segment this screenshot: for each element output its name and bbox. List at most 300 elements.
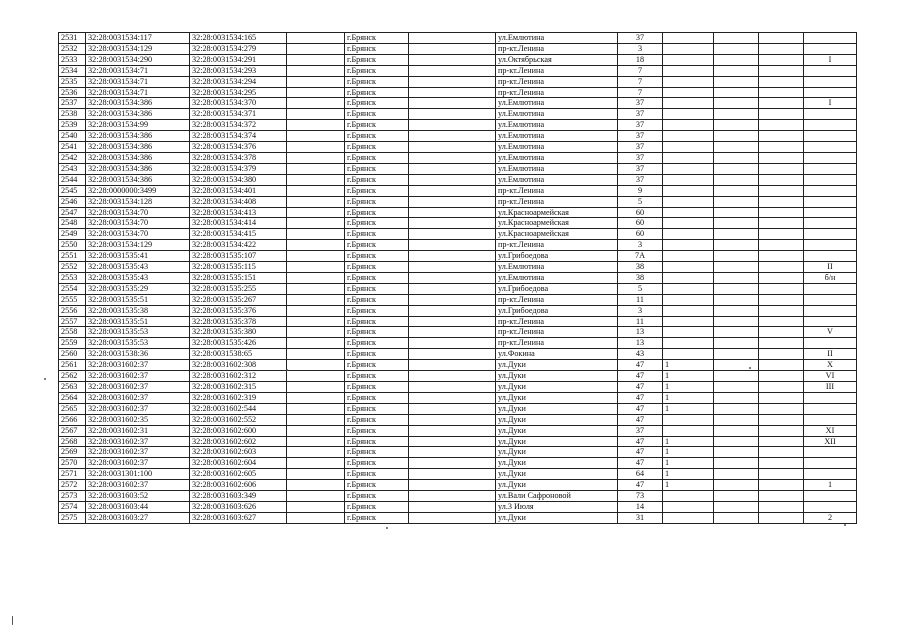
cell-empty [287,480,345,491]
cell-room: 1 [804,480,857,491]
cell-empty [287,272,345,283]
cell-cadastral-parent: 32:28:0031602:37 [86,360,190,371]
cell-empty [714,251,759,262]
cell-empty [409,229,496,240]
cell-city: г.Брянск [345,436,409,447]
cell-building [663,240,714,251]
cell-room: X [804,360,857,371]
cell-cadastral-number: 32:28:0031534:408 [190,196,287,207]
cell-street: ул.Емлютина [496,152,618,163]
cell-empty [409,240,496,251]
cell-empty [714,512,759,523]
cell-empty [409,305,496,316]
cell-cadastral-parent: 32:28:0031602:37 [86,403,190,414]
cell-empty [287,458,345,469]
cell-empty [714,76,759,87]
cell-empty [287,436,345,447]
cell-building: 1 [663,480,714,491]
cell-empty [759,294,804,305]
scan-mark [12,616,13,625]
cell-building [663,152,714,163]
cell-room [804,294,857,305]
cell-empty [287,185,345,196]
cell-empty [287,262,345,273]
cell-empty [714,403,759,414]
cell-empty [714,272,759,283]
cell-city: г.Брянск [345,251,409,262]
cell-cadastral-number: 32:28:0031534:401 [190,185,287,196]
cell-empty [409,54,496,65]
table-row [59,425,857,436]
cell-cadastral-number: 32:28:0031534:414 [190,218,287,229]
cell-cadastral-parent: 32:28:0031603:44 [86,501,190,512]
cell-city: г.Брянск [345,512,409,523]
cell-room [804,65,857,76]
cell-empty [409,98,496,109]
cell-cadastral-number: 32:28:0031534:371 [190,109,287,120]
cell-empty [287,33,345,44]
cell-city: г.Брянск [345,403,409,414]
cell-empty [287,43,345,54]
cell-number: 2549 [59,229,86,240]
cell-street: ул.Дуки [496,480,618,491]
cell-city: г.Брянск [345,65,409,76]
cell-empty [409,349,496,360]
register-table [58,32,857,524]
cell-cadastral-number: 32:28:0031534:294 [190,76,287,87]
cell-house: 3 [618,305,663,316]
cell-city: г.Брянск [345,163,409,174]
cell-number: 2555 [59,294,86,305]
cell-room [804,316,857,327]
cell-cadastral-number: 32:28:0031602:319 [190,392,287,403]
cell-empty [409,131,496,142]
cell-cadastral-parent: 32:28:0031535:29 [86,283,190,294]
cell-empty [759,54,804,65]
table-row [59,207,857,218]
cell-cadastral-number: 32:28:0031603:626 [190,501,287,512]
table-row [59,229,857,240]
cell-empty [287,512,345,523]
cell-empty [714,43,759,54]
cell-empty [409,382,496,393]
cell-empty [714,425,759,436]
cell-empty [759,262,804,273]
cell-empty [287,251,345,262]
cell-cadastral-parent: 32:28:0031538:36 [86,349,190,360]
cell-room [804,403,857,414]
cell-empty [287,294,345,305]
cell-empty [714,54,759,65]
cell-empty [409,436,496,447]
cell-street: ул.Емлютина [496,109,618,120]
cell-house: 47 [618,480,663,491]
cell-house: 13 [618,338,663,349]
cell-city: г.Брянск [345,371,409,382]
cell-cadastral-number: 32:28:0031535:378 [190,316,287,327]
cell-cadastral-number: 32:28:0031602:602 [190,436,287,447]
cell-empty [409,262,496,273]
table-row [59,43,857,54]
cell-number: 2547 [59,207,86,218]
cell-house: 47 [618,447,663,458]
cell-number: 2533 [59,54,86,65]
cell-street: ул.Емлютина [496,131,618,142]
cell-city: г.Брянск [345,142,409,153]
scan-speck [44,378,46,380]
cell-empty [287,98,345,109]
cell-number: 2548 [59,218,86,229]
table-row [59,262,857,273]
cell-street: пр-кт.Ленина [496,327,618,338]
cell-room [804,76,857,87]
cell-city: г.Брянск [345,491,409,502]
cell-cadastral-parent: 32:28:0031534:129 [86,240,190,251]
table-row [59,436,857,447]
cell-empty [409,501,496,512]
cell-house: 37 [618,142,663,153]
cell-empty [759,87,804,98]
cell-number: 2535 [59,76,86,87]
cell-room [804,458,857,469]
table-row [59,152,857,163]
cell-number: 2558 [59,327,86,338]
cell-empty [287,501,345,512]
cell-empty [714,349,759,360]
cell-room [804,491,857,502]
table-row [59,458,857,469]
cell-city: г.Брянск [345,98,409,109]
cell-empty [759,316,804,327]
cell-cadastral-parent: 32:28:0031534:386 [86,109,190,120]
cell-empty [714,360,759,371]
cell-building [663,120,714,131]
cell-cadastral-parent: 32:28:0031535:41 [86,251,190,262]
cell-house: 37 [618,174,663,185]
cell-empty [759,414,804,425]
cell-cadastral-parent: 32:28:0031603:52 [86,491,190,502]
cell-city: г.Брянск [345,447,409,458]
cell-street: пр-кт.Ленина [496,65,618,76]
cell-cadastral-parent: 32:28:0031602:37 [86,382,190,393]
cell-city: г.Брянск [345,87,409,98]
cell-house: 47 [618,436,663,447]
cell-building [663,43,714,54]
cell-house: 3 [618,240,663,251]
cell-empty [714,371,759,382]
cell-room: I [804,98,857,109]
cell-city: г.Брянск [345,229,409,240]
table-row [59,501,857,512]
cell-building [663,251,714,262]
cell-empty [714,458,759,469]
cell-room [804,174,857,185]
cell-building [663,109,714,120]
cell-number: 2575 [59,512,86,523]
cell-cadastral-number: 32:28:0031603:627 [190,512,287,523]
cell-empty [759,152,804,163]
cell-building [663,294,714,305]
cell-house: 11 [618,294,663,305]
cell-cadastral-number: 32:28:0031534:165 [190,33,287,44]
cell-room [804,414,857,425]
cell-empty [759,120,804,131]
cell-building [663,414,714,425]
cell-empty [759,501,804,512]
cell-cadastral-parent: 32:28:0031534:290 [86,54,190,65]
cell-room [804,447,857,458]
cell-room [804,283,857,294]
cell-empty [714,436,759,447]
cell-cadastral-number: 32:28:0031534:372 [190,120,287,131]
cell-house: 47 [618,382,663,393]
cell-building [663,316,714,327]
table-row [59,76,857,87]
cell-cadastral-parent: 32:28:0031301:100 [86,469,190,480]
cell-house: 13 [618,327,663,338]
cell-cadastral-number: 32:28:0031535:255 [190,283,287,294]
cell-empty [409,120,496,131]
cell-cadastral-number: 32:28:0031535:115 [190,262,287,273]
cell-cadastral-parent: 32:28:0031534:128 [86,196,190,207]
scan-speck [844,524,846,526]
cell-empty [759,512,804,523]
cell-house: 47 [618,371,663,382]
cell-empty [409,327,496,338]
cell-empty [759,480,804,491]
cell-street: ул.Дуки [496,425,618,436]
cell-cadastral-parent: 32:28:0031534:386 [86,131,190,142]
cell-number: 2573 [59,491,86,502]
cell-empty [409,403,496,414]
cell-empty [287,305,345,316]
cell-building: 1 [663,458,714,469]
cell-empty [714,338,759,349]
cell-cadastral-parent: 32:28:0031534:70 [86,218,190,229]
cell-street: пр-кт.Ленина [496,43,618,54]
cell-room [804,163,857,174]
cell-city: г.Брянск [345,283,409,294]
cell-house: 7 [618,87,663,98]
cell-cadastral-parent: 32:28:0031534:386 [86,152,190,163]
cell-cadastral-number: 32:28:0031602:544 [190,403,287,414]
cell-street: ул.Дуки [496,371,618,382]
scan-speck [517,369,519,371]
cell-empty [714,447,759,458]
cell-house: 37 [618,131,663,142]
cell-empty [714,163,759,174]
cell-city: г.Брянск [345,76,409,87]
cell-cadastral-number: 32:28:0031534:279 [190,43,287,54]
cell-number: 2570 [59,458,86,469]
cell-empty [287,283,345,294]
cell-empty [287,196,345,207]
cell-house: 7А [618,251,663,262]
table-row [59,447,857,458]
cell-empty [409,371,496,382]
cell-street: ул.Дуки [496,469,618,480]
cell-house: 9 [618,185,663,196]
cell-cadastral-parent: 32:28:0031602:37 [86,371,190,382]
table-row [59,316,857,327]
table-row [59,491,857,502]
table-row [59,283,857,294]
cell-building [663,338,714,349]
cell-empty [287,218,345,229]
cell-empty [409,65,496,76]
cell-empty [714,207,759,218]
cell-street: ул.Октябрьская [496,54,618,65]
cell-room [804,33,857,44]
cell-number: 2564 [59,392,86,403]
cell-city: г.Брянск [345,305,409,316]
cell-empty [714,185,759,196]
cell-cadastral-number: 32:28:0031535:380 [190,327,287,338]
cell-empty [409,480,496,491]
cell-empty [759,98,804,109]
cell-number: 2536 [59,87,86,98]
cell-street: ул.Дуки [496,512,618,523]
cell-house: 7 [618,76,663,87]
cell-street: пр-кт.Ленина [496,185,618,196]
cell-house: 37 [618,425,663,436]
cell-city: г.Брянск [345,382,409,393]
cell-city: г.Брянск [345,360,409,371]
cell-street: ул.Фокина [496,349,618,360]
cell-street: пр-кт.Ленина [496,294,618,305]
table-row [59,480,857,491]
cell-empty [759,109,804,120]
cell-number: 2541 [59,142,86,153]
cell-cadastral-number: 32:28:0031602:606 [190,480,287,491]
cell-empty [714,87,759,98]
table-row [59,65,857,76]
cell-building [663,512,714,523]
cell-empty [409,447,496,458]
cell-empty [714,327,759,338]
table-row [59,382,857,393]
cell-empty [287,131,345,142]
cell-empty [409,207,496,218]
cell-street: ул.Грибоедова [496,251,618,262]
cell-empty [759,447,804,458]
cell-empty [759,163,804,174]
cell-empty [759,371,804,382]
cell-building: 1 [663,371,714,382]
cell-empty [409,392,496,403]
table-row [59,251,857,262]
cell-empty [409,272,496,283]
cell-cadastral-number: 32:28:0031534:415 [190,229,287,240]
cell-building: 1 [663,360,714,371]
cell-empty [759,76,804,87]
cell-street: ул.Емлютина [496,272,618,283]
cell-building [663,425,714,436]
cell-city: г.Брянск [345,425,409,436]
cell-room [804,142,857,153]
cell-number: 2534 [59,65,86,76]
cell-street: ул.Дуки [496,360,618,371]
cell-empty [714,65,759,76]
cell-building [663,142,714,153]
cell-city: г.Брянск [345,174,409,185]
cell-street: ул.3 Июля [496,501,618,512]
cell-street: ул.Красноармейская [496,218,618,229]
cell-number: 2537 [59,98,86,109]
cell-building [663,229,714,240]
cell-empty [287,142,345,153]
cell-empty [714,262,759,273]
cell-cadastral-number: 32:28:0031534:378 [190,152,287,163]
cell-empty [409,294,496,305]
cell-number: 2574 [59,501,86,512]
cell-cadastral-number: 32:28:0031602:604 [190,458,287,469]
cell-empty [409,33,496,44]
cell-street: ул.Грибоедова [496,283,618,294]
cell-room [804,305,857,316]
cell-empty [287,163,345,174]
cell-empty [714,283,759,294]
cell-number: 2542 [59,152,86,163]
cell-house: 18 [618,54,663,65]
cell-empty [759,469,804,480]
scan-speck [749,367,751,369]
cell-number: 2550 [59,240,86,251]
cell-cadastral-number: 32:28:0031603:349 [190,491,287,502]
cell-building [663,262,714,273]
cell-empty [759,65,804,76]
cell-room: I [804,54,857,65]
cell-empty [409,316,496,327]
cell-room [804,87,857,98]
cell-cadastral-number: 32:28:0031535:151 [190,272,287,283]
cell-cadastral-parent: 32:28:0031602:37 [86,436,190,447]
table-row [59,185,857,196]
cell-empty [287,54,345,65]
cell-street: ул.Грибоедова [496,305,618,316]
cell-empty [714,142,759,153]
cell-number: 2543 [59,163,86,174]
cell-city: г.Брянск [345,327,409,338]
cell-room [804,109,857,120]
cell-empty [287,65,345,76]
cell-room: 2 [804,512,857,523]
table-row [59,414,857,425]
cell-empty [409,283,496,294]
cell-number: 2539 [59,120,86,131]
cell-number: 2551 [59,251,86,262]
cell-empty [287,207,345,218]
cell-room [804,218,857,229]
cell-building: 1 [663,382,714,393]
cell-cadastral-number: 32:28:0031602:600 [190,425,287,436]
cell-empty [759,196,804,207]
cell-building [663,33,714,44]
cell-empty [714,382,759,393]
cell-empty [714,305,759,316]
cell-number: 2568 [59,436,86,447]
cell-number: 2561 [59,360,86,371]
cell-number: 2559 [59,338,86,349]
cell-empty [759,382,804,393]
cell-number: 2546 [59,196,86,207]
cell-empty [287,392,345,403]
cell-empty [287,360,345,371]
cell-cadastral-parent: 32:28:0031602:37 [86,458,190,469]
table-row [59,349,857,360]
cell-empty [287,109,345,120]
cell-number: 2538 [59,109,86,120]
